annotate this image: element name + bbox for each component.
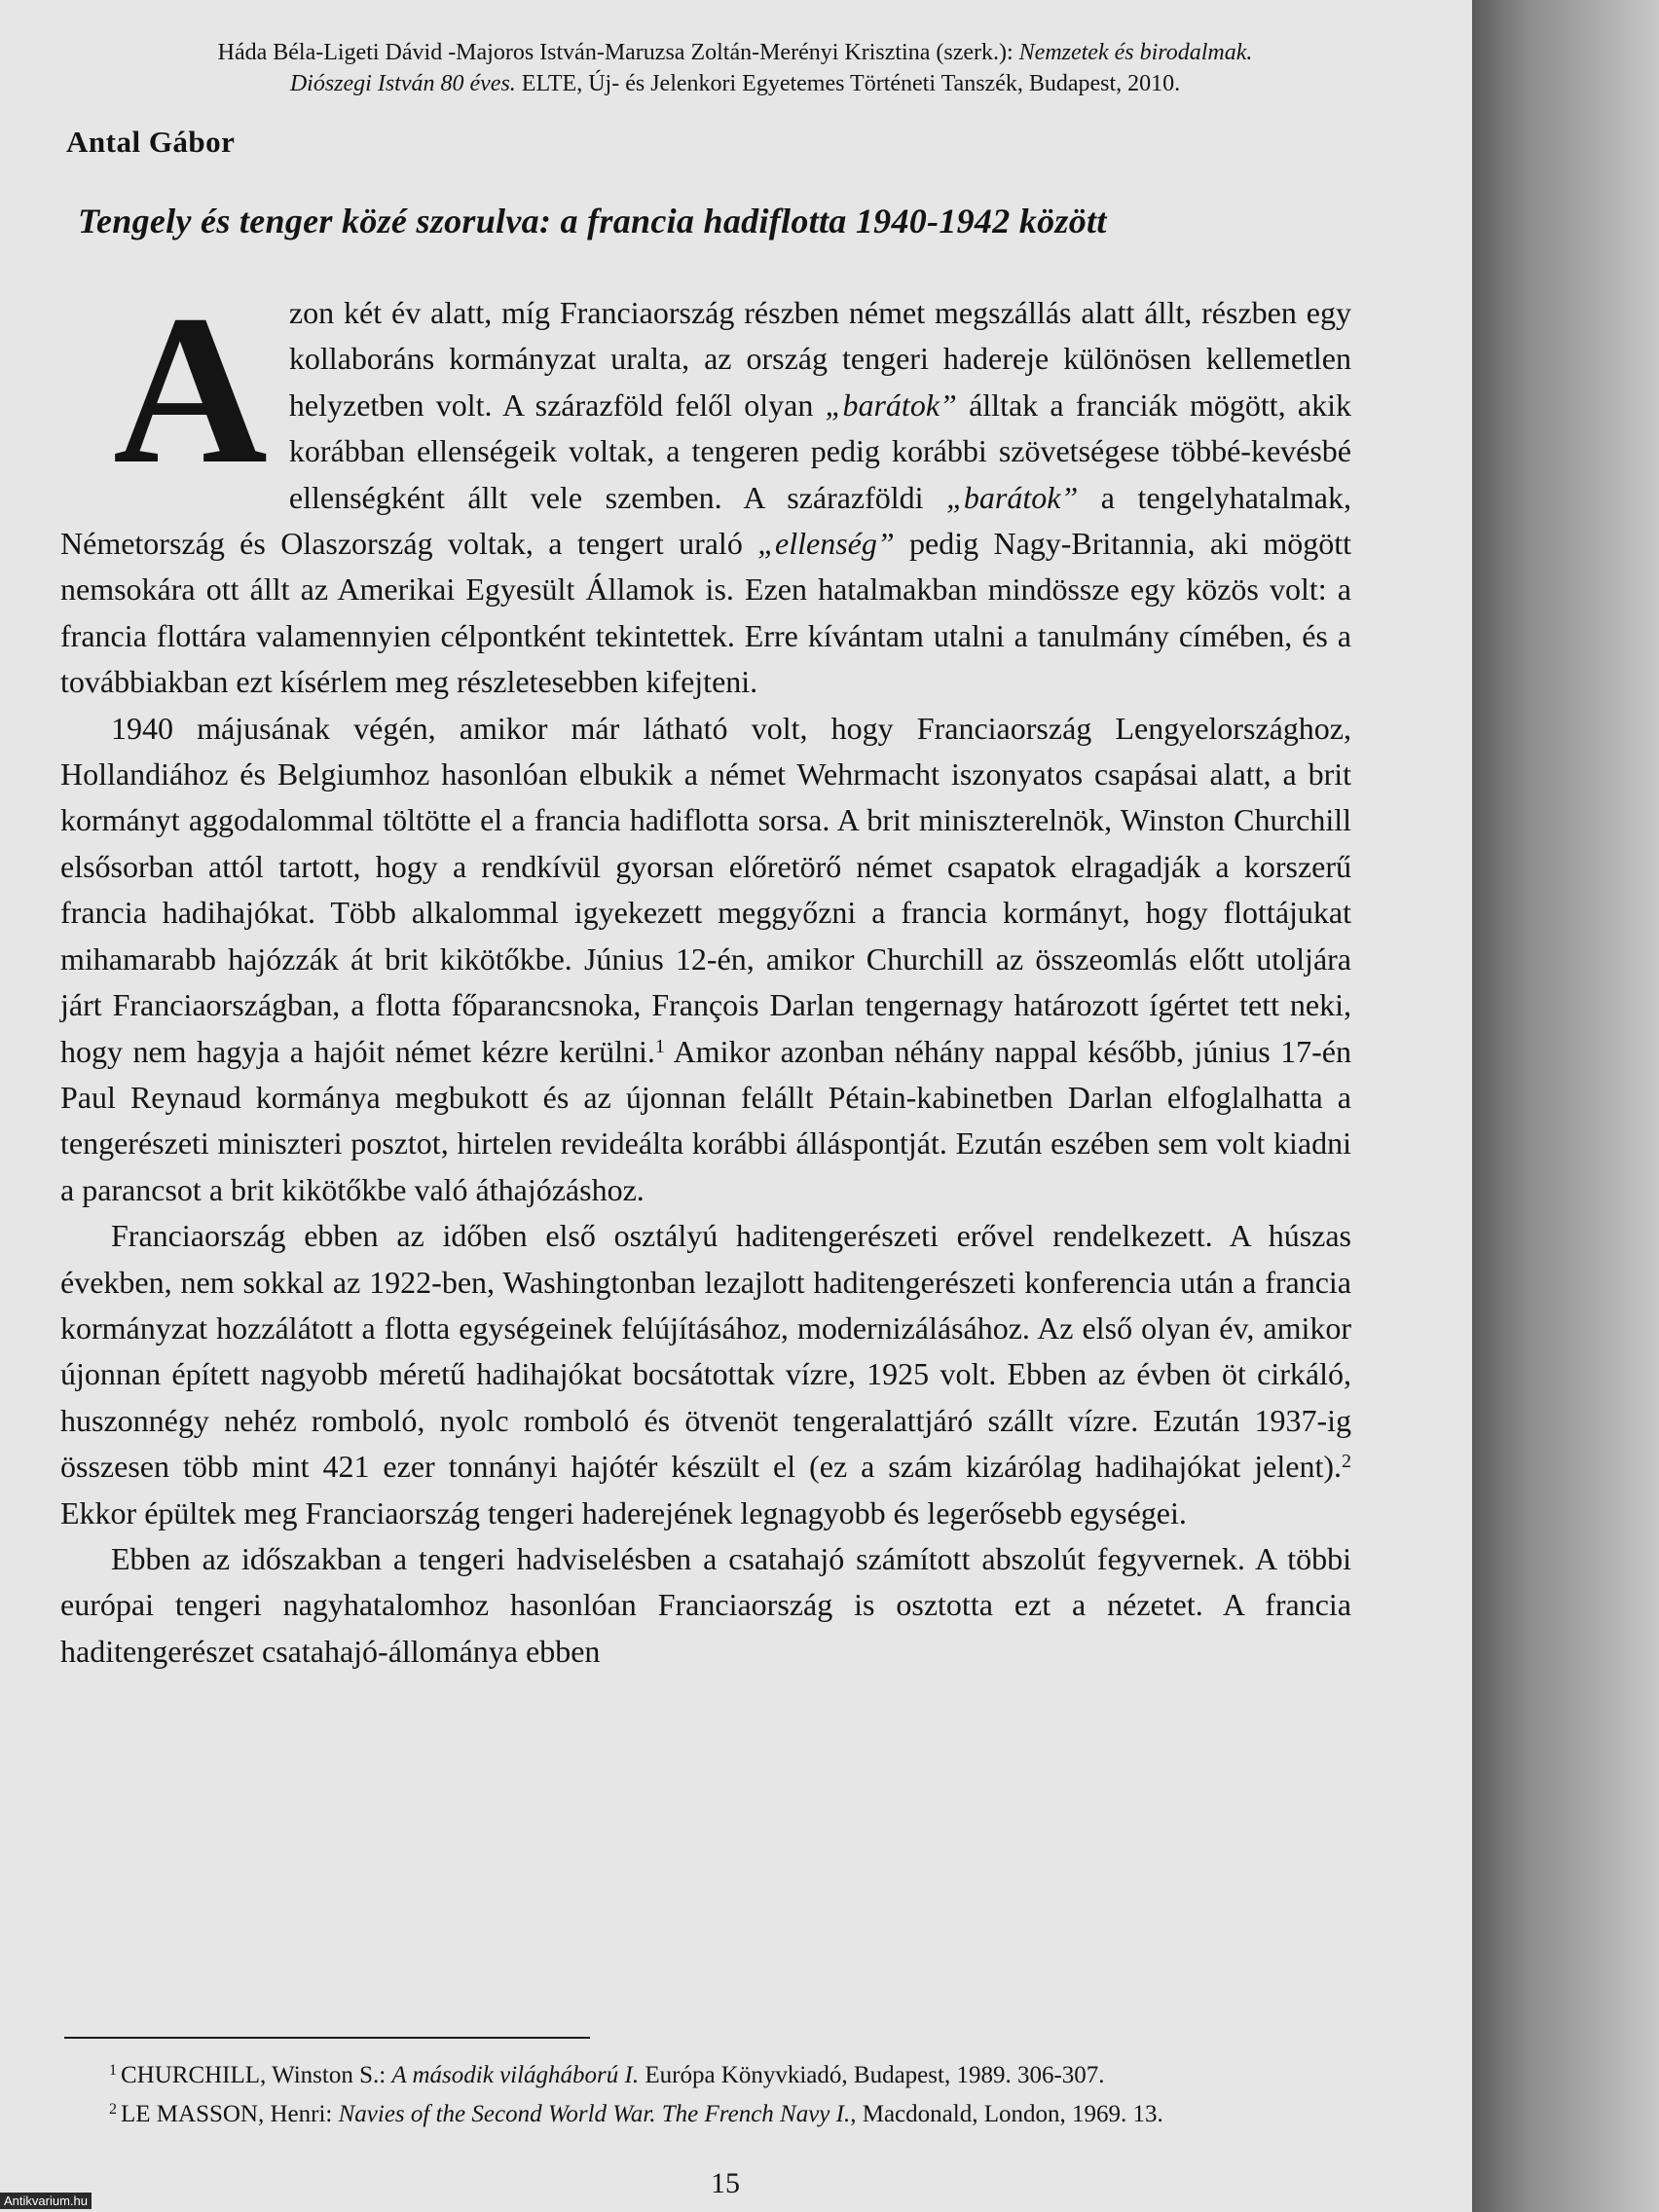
footnote-divider [64, 2037, 590, 2039]
quoted-term: „barátok” [946, 479, 1079, 515]
footnote-number: 2 [109, 2101, 117, 2118]
article-title: Tengely és tenger közé szorulva: a francia hadiflotta 1940-1942 között [78, 202, 1107, 240]
footnote-publication: Európa Könyvkiadó, Budapest, 1989. 306-307. [639, 2062, 1105, 2088]
paragraph-3 [60, 1213, 1351, 1536]
drop-cap: A [113, 271, 268, 508]
paragraph-text: zon két év alatt, míg Franciaország részben német megszállás alatt állt, részben egy kollaboráns kormányzat uralta, az ország tengeri hadereje különösen kellemetlen helyzetben volt. A szárazföld felől olyan [288, 295, 1351, 423]
author-name: Antal Gábor [66, 125, 236, 159]
book-spine-shadow [1472, 0, 1659, 2212]
watermark: Antikvarium.hu [0, 2193, 92, 2209]
paragraph-text: pedig Nagy-Britannia, aki mögött nemsokára ott állt az Amerikai Egyesült Államok is. Ezen hatalmakban mindössze egy közös volt: a francia flottára valamennyien célpontként tekintettek. Erre kívántam utalni a tanulmány címében, és a továbbiakban ezt kísérlem meg részletesebben kifejteni. [60, 526, 1352, 700]
running-header [58, 37, 1412, 99]
footnote-2 [109, 2095, 1375, 2134]
paragraph-text: álltak a franciák mögött, akik korábban ellenségeik voltak, a tengeren pedig korábbi szövetségese többé-kevésbé ellenségként állt vele szemben. A szárazföldi [288, 387, 1352, 515]
paragraph-text: Ekkor épültek meg Franciaország tengeri haderejének legnagyobb és legerősebb egységei. [60, 1494, 1187, 1530]
paragraph-text: Franciaország ebben az időben első osztályú haditengerészeti erővel rendelkezett. A húszas években, nem sokkal az 1922-ben, Washingtonban lezajlott haditengerészeti konferencia után a francia kormányzat hozzálátott a flotta egységeinek felújításához, modernizálásához. Az első olyan év, amikor újonnan épített nagyobb méretű hadihajókat bocsátottak vízre, 1925 volt. Ebben az évben öt cirkáló, huszonnégy nehéz romboló, nyolc romboló és ötvenöt tengeralattjáró szállt vízre. Ezután 1937-ig összesen több mint 421 ezer tonnányi hajótér készült el (ez a szám kizárólag hadihajókat jelent). [60, 1218, 1351, 1485]
footnote-work-title: Navies of the Second World War. The French Navy I. [338, 2101, 851, 2127]
quoted-term: „ellenség” [757, 526, 895, 562]
footnote-publication: , Macdonald, London, 1969. 13. [850, 2101, 1163, 2127]
paragraph-text: Ebben az időszakban a tengeri hadviselésben a csatahajó számított abszolút fegyvernek. A többi európai tengeri nagyhatalomhoz hasonlóan Franciaország is osztotta ezt a nézetet. A francia haditengerészet csatahajó-állománya ebben [60, 1540, 1351, 1669]
header-book-subtitle: Diószegi István 80 éves. [289, 71, 516, 96]
footnote-work-title: A második világháború I. [391, 2062, 640, 2088]
paragraph-4 [60, 1536, 1351, 1675]
footnote-1 [109, 2056, 1375, 2095]
header-editors: Háda Béla-Ligeti Dávid -Majoros István-Maruzsa Zoltán-Merényi Krisztina (szerk.): [217, 40, 1019, 65]
footnote-ref-2[interactable]: 2 [1342, 1451, 1351, 1473]
paragraph-1 [60, 271, 1352, 706]
page-number: 15 [711, 2167, 740, 2199]
footnote-author: CHURCHILL, Winston S.: [121, 2062, 392, 2088]
footnote-author: LE MASSON, Henri: [121, 2101, 339, 2127]
header-line-1 [58, 37, 1412, 68]
paragraph-text: Amikor azonban néhány nappal később, június 17-én Paul Reynaud kormánya megbukott és az újonnan felállt Pétain-kabinetben Darlan elfoglalhatta a tengerészeti miniszteri posztot, hirtelen revideálta korábbi álláspontját. Ezután eszében sem volt kiadni a parancsot a brit kikötőkbe való áthajózáshoz. [60, 1033, 1351, 1207]
footnote-ref-1[interactable]: 1 [654, 1035, 665, 1057]
paragraph-text: a tengelyhatalmak, Németország és Olaszország voltak, a tengert uraló [60, 479, 1352, 562]
header-line-2 [58, 68, 1412, 99]
quoted-term: „barátok” [825, 387, 957, 423]
footnotes [109, 2056, 1375, 2134]
paragraph-text: 1940 májusának végén, amikor már látható volt, hogy Franciaország Lengyelországhoz, Hollandiához és Belgiumhoz hasonlóan elbukik a német Wehrmacht iszonyatos csapásai alatt, a brit kormányt aggodalommal töltötte el a francia hadiflotta sorsa. A brit miniszterelnök, Winston Churchill elsősorban attól tartott, hogy a rendkívül gyorsan előretörő német csapatok elragadják a korszerű francia hadihajókat. Több alkalommal igyekezett meggyőzni a francia kormányt, hogy flottájukat mihamarabb hajózzák át brit kikötőkbe. Június 12-én, amikor Churchill az összeomlás előtt utoljára járt Franciaországban, a flotta főparancsnoka, François Darlan tengernagy határozott ígértet tett neki, hogy nem hagyja a hajóit német kézre kerülni. [60, 710, 1351, 1069]
paragraph-2 [60, 706, 1351, 1213]
header-publisher: ELTE, Új- és Jelenkori Egyetemes Történeti Tanszék, Budapest, 2010. [515, 71, 1181, 96]
header-book-title: Nemzetek és birodalmak. [1018, 40, 1253, 65]
footnote-number: 1 [109, 2062, 117, 2079]
article-body [60, 271, 1352, 1675]
